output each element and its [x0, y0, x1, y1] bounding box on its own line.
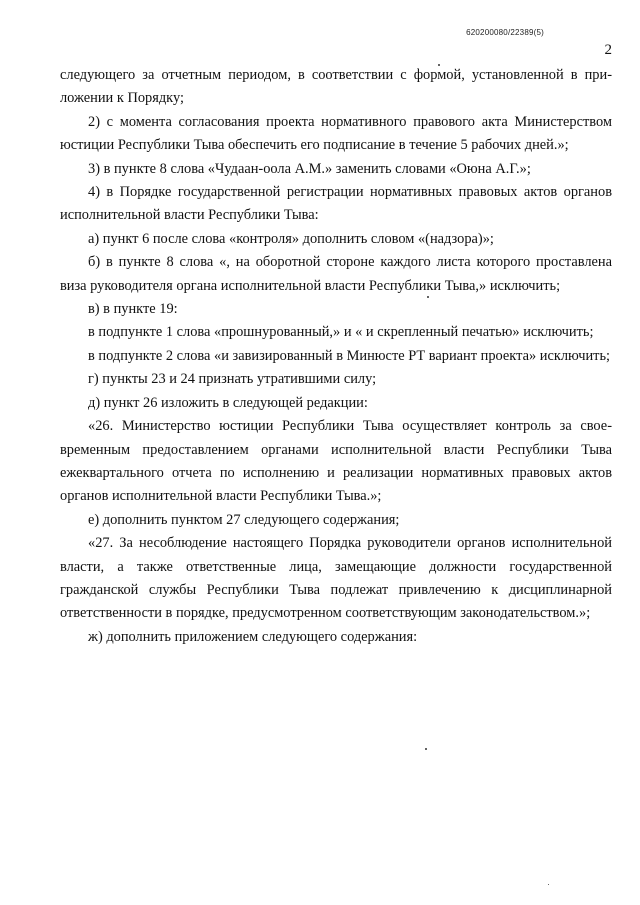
paragraph-subitem-2: в подпункте 2 слова «и завизированный в Минюсте РТ вариант проекта» исключить;: [88, 347, 611, 364]
paragraph-subitem-1: в подпункте 1 слова «прошнурованный,» и « и скрепленный печатью» исключить;: [88, 324, 594, 341]
scan-speck: [425, 748, 427, 750]
paragraph-item-4: 4) в Порядке государственной регистрации нормативных правовых актов органов исполнительной власти Республики Тыва:: [60, 184, 612, 224]
scan-speck: [548, 884, 549, 885]
document-code: 620200080/22389(5): [466, 28, 544, 37]
paragraph-item-2: 2) с момента согласования проекта нормативного правового акта Министерством юстиции Республики Тыва обеспечить его подписание в течение 5 рабочих дней.»;: [60, 113, 612, 154]
page-number: 2: [604, 42, 612, 58]
paragraph-item-d: д) пункт 26 изложить в следующей редакции:: [88, 394, 368, 411]
paragraph-item-3: 3) в пункте 8 слова «Чудаан-оола А.М.» заменить словами «Оюна А.Г.»;: [88, 160, 531, 177]
paragraph-item-e: е) дополнить пунктом 27 следующего содержания;: [88, 511, 400, 528]
paragraph-item-a: а) пункт 6 после слова «контроля» дополнить словом «(надзора)»;: [88, 230, 494, 247]
paragraph-item-g: г) пункты 23 и 24 признать утратившими силу;: [88, 371, 377, 388]
paragraph-item-zh: ж) дополнить приложением следующего содержания:: [88, 628, 418, 645]
paragraph-item-v: в) в пункте 19:: [88, 301, 178, 318]
scan-speck: [427, 296, 429, 298]
quoted-clause-27: «27. За несоблюдение настоящего Порядка руководители органов исполнительной власти, а также ответственные лица, замещающие должности государственной гражданской службы Республики Тыва подлежат привлечению к дисциплинарной ответственности в порядке, предусмотренном соответствующим законодательством.»;: [60, 535, 612, 622]
document-body: [60, 64, 612, 649]
quoted-clause-26: «26. Министерство юстиции Республики Тыва осуществляет контроль за своевременным предоставлением органами исполнительной власти Республики Тыва ежеквартального отчета по исполнению и реализации нормативных правовых актов органов исполнительной власти Республики Тыва.»;: [60, 418, 612, 505]
paragraph-item-b: б) в пункте 8 слова «, на оборотной стороне каждого листа которого проставлена виза руководителя органа исполнительной власти Республики Тыва,» исключить;: [60, 254, 612, 294]
scan-speck: [438, 64, 440, 66]
paragraph-continuation: следующего за отчетным периодом, в соответствии с формой, установленной в приложении к Порядку;: [60, 67, 612, 107]
